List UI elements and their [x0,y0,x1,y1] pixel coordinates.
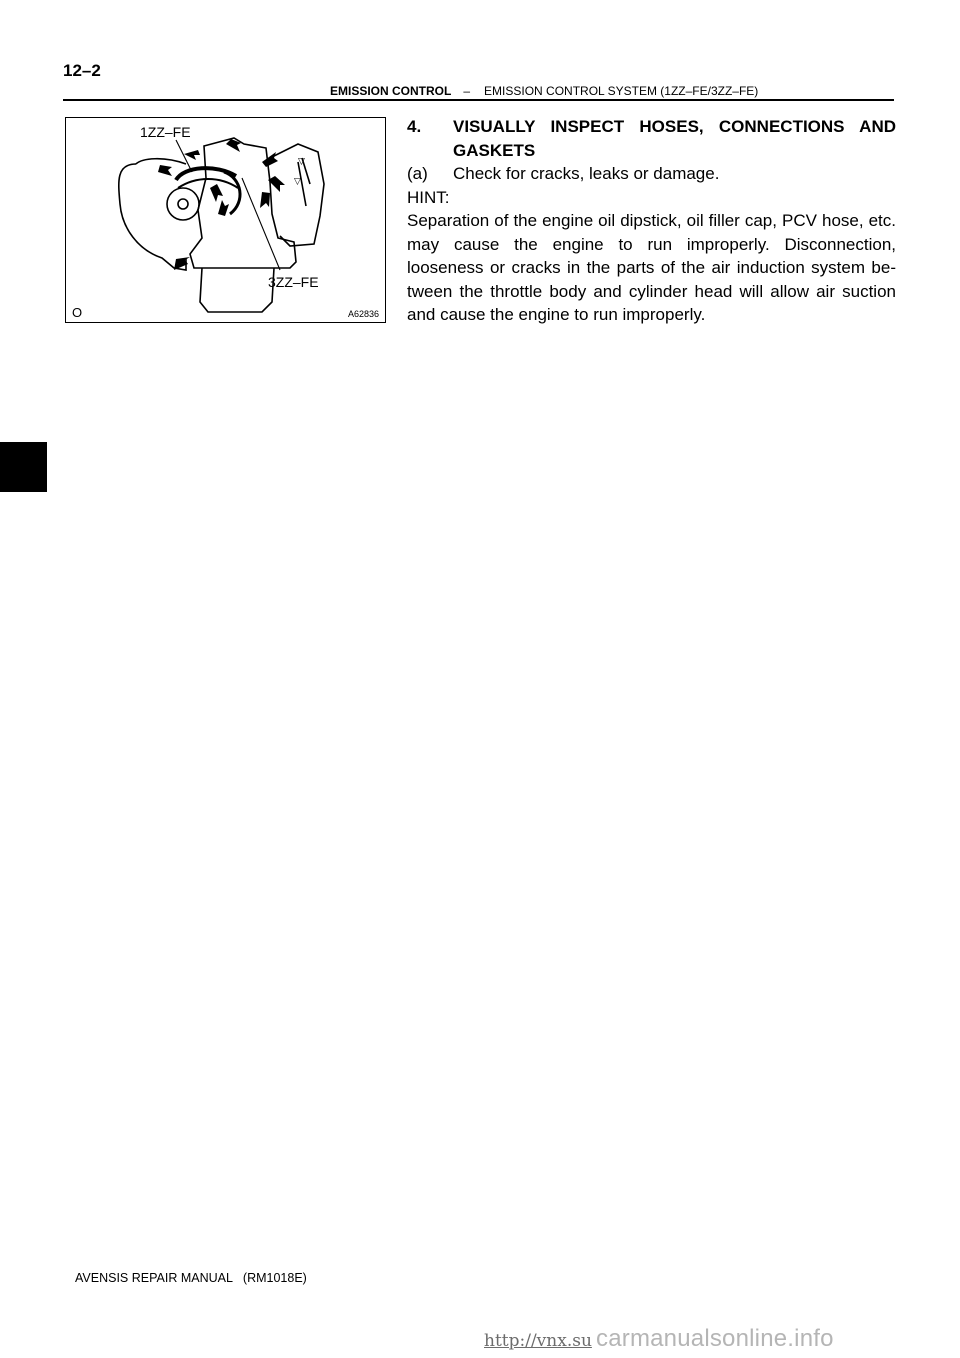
procedure-text [407,115,896,327]
step-number: 4. [407,117,422,136]
step-heading [407,115,896,162]
header-separator: – [463,84,471,98]
header-subsection: EMISSION CONTROL SYSTEM (1ZZ–FE/3ZZ–FE) [484,84,759,98]
running-header [330,84,758,98]
figure-label-3zz-fe: 3ZZ–FE [268,274,319,290]
substep [407,162,896,186]
header-rule [63,99,894,101]
engine-drawing [66,118,386,323]
substep-number: (a) [407,164,428,183]
footer [75,1271,307,1285]
page-number: 12–2 [63,61,101,80]
footer-manual-title: AVENSIS REPAIR MANUAL [75,1271,233,1285]
header-section: EMISSION CONTROL [330,84,452,98]
figure-label-1zz-fe: 1ZZ–FE [140,124,191,140]
svg-text:▽: ▽ [298,156,305,166]
footer-manual-code: (RM1018E) [242,1271,307,1285]
figure-corner-mark: O [72,305,83,320]
svg-text:▽: ▽ [294,176,301,186]
hint-label: HINT: [407,187,450,207]
substep-text: Check for cracks, leaks or damage. [453,164,720,183]
watermark-url[interactable]: http://vnx.su [484,1331,592,1351]
watermark-site: carmanualsonline.info [596,1325,834,1352]
section-tab-marker [0,442,47,492]
hint-text: Separation of the engine oil dipstick, oil filler cap, PCV hose, etc. may cause the engine to run improperly. Disconnection, looseness or cracks in the parts of the air induction system be- tween the throttle body and cylinder head will allow air suction and cause the engine to run improperly. [407,211,896,324]
step-title: VISUALLY INSPECT HOSES, CONNECTIONS AND GASKETS [453,117,896,160]
engine-illustration [65,117,386,323]
figure-code: A62836 [347,309,379,319]
